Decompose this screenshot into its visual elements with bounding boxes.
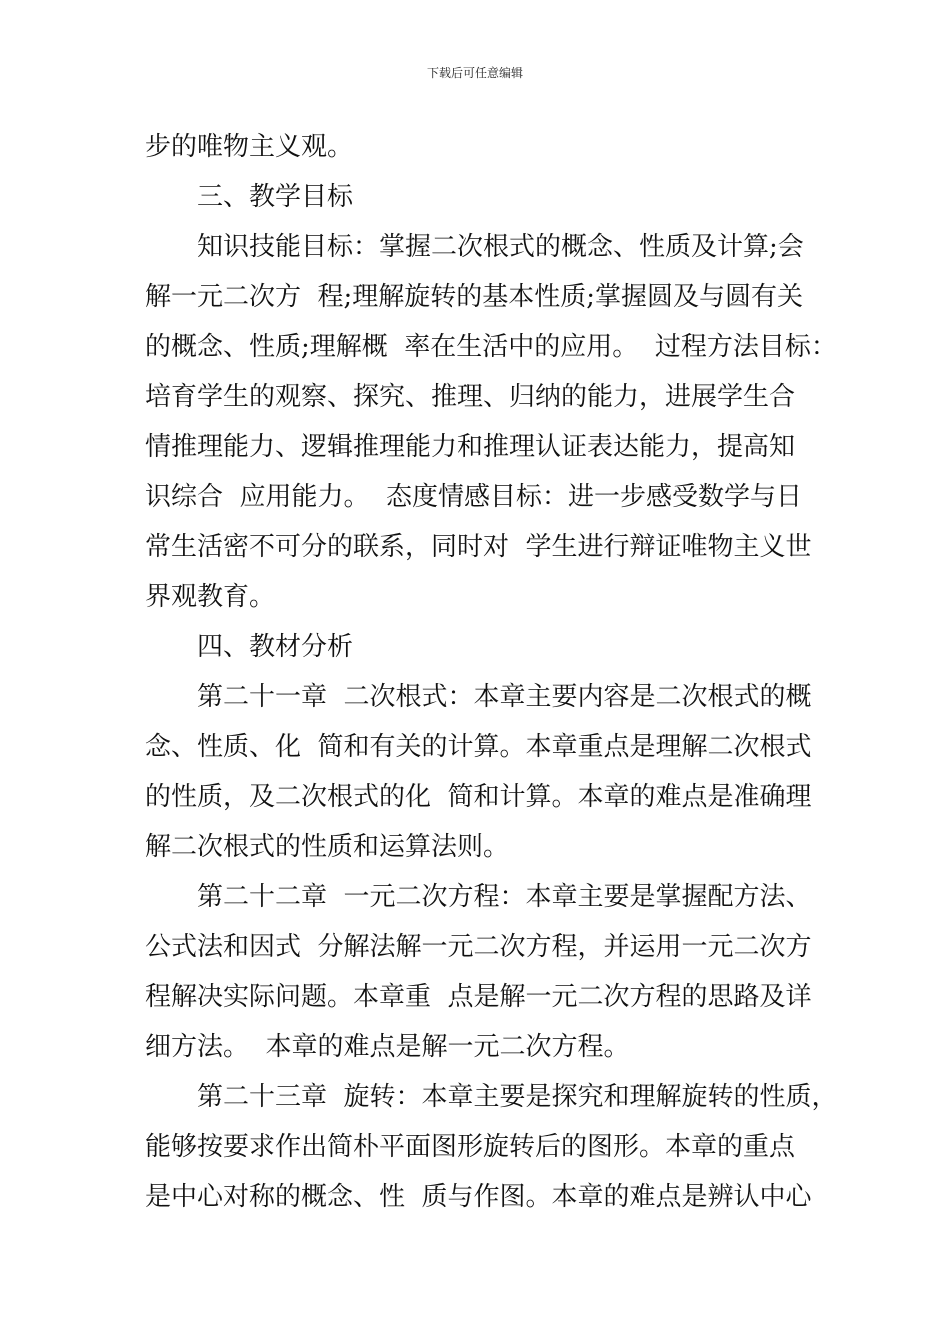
text-line: 念、性质、化 简和有关的计算。本章重点是理解二次根式 <box>145 732 812 762</box>
section-heading: 四、教材分析 <box>197 632 354 662</box>
text-line: 界观教育。 <box>145 582 276 612</box>
text-line: 解二次根式的性质和运算法则。 <box>145 832 510 862</box>
text-line: 常生活密不可分的联系，同时对 学生进行辩证唯物主义世 <box>145 532 812 562</box>
page-header: 下载后可任意编辑 <box>426 66 523 80</box>
section-heading: 三、教学目标 <box>197 182 354 212</box>
text-line: 公式法和因式 分解法解一元二次方程，并运用一元二次方 <box>145 932 812 962</box>
text-line: 情推理能力、逻辑推理能力和推理认证表达能力，提高知 <box>145 432 796 462</box>
text-line: 第二十二章 一元二次方程：本章主要是掌握配方法、 <box>197 882 812 912</box>
document-body <box>145 122 838 1222</box>
text-line: 程解决实际问题。本章重 点是解一元二次方程的思路及详 <box>145 982 812 1012</box>
text-line: 是中心对称的概念、性 质与作图。本章的难点是辨认中心 <box>145 1182 812 1212</box>
text-line: 的概念、性质;理解概 率在生活中的应用。 过程方法目标： <box>145 332 837 362</box>
text-line: 识综合 应用能力。 态度情感目标：进一步感受数学与日 <box>145 482 803 512</box>
text-line: 第二十一章 二次根式：本章主要内容是二次根式的概 <box>197 682 812 712</box>
text-line: 培育学生的观察、探究、推理、归纳的能力，进展学生合 <box>145 382 796 412</box>
text-line: 的性质，及二次根式的化 简和计算。本章的难点是准确理 <box>145 782 812 812</box>
text-line: 步的唯物主义观。 <box>145 132 354 162</box>
text-line: 第二十三章 旋转：本章主要是探究和理解旋转的性质， <box>197 1082 838 1112</box>
text-line: 能够按要求作出简朴平面图形旋转后的图形。本章的重点 <box>145 1132 796 1162</box>
text-line: 解一元二次方 程;理解旋转的基本性质;掌握圆及与圆有关 <box>145 282 804 312</box>
text-line: 细方法。 本章的难点是解一元二次方程。 <box>145 1032 630 1062</box>
text-line: 知识技能目标：掌握二次根式的概念、性质及计算;会 <box>197 232 804 262</box>
